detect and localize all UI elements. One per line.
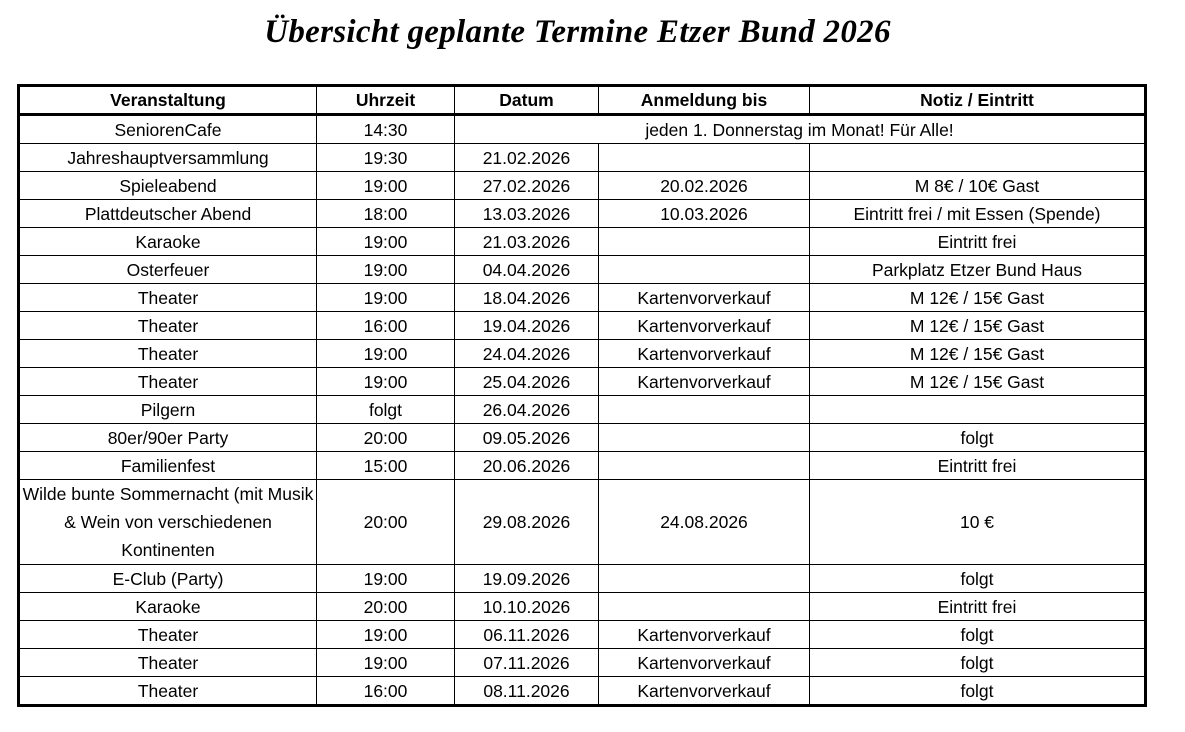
note-cell: Parkplatz Etzer Bund Haus	[810, 256, 1146, 284]
table-row	[19, 424, 1146, 452]
event-cell: Wilde bunte Sommernacht (mit Musik & Wein von verschiedenen Kontinenten	[19, 480, 317, 565]
note-cell: folgt	[810, 677, 1146, 706]
time-cell: 20:00	[317, 424, 455, 452]
time-cell: 20:00	[317, 480, 455, 565]
date-cell: 24.04.2026	[455, 340, 599, 368]
time-cell: 15:00	[317, 452, 455, 480]
event-cell: Theater	[19, 312, 317, 340]
time-cell: 16:00	[317, 677, 455, 706]
date-cell: 19.04.2026	[455, 312, 599, 340]
time-cell: 18:00	[317, 200, 455, 228]
event-cell: Familienfest	[19, 452, 317, 480]
time-cell: 14:30	[317, 115, 455, 144]
registration-cell	[599, 396, 810, 424]
note-cell: folgt	[810, 649, 1146, 677]
time-cell: 19:00	[317, 368, 455, 396]
event-cell: Theater	[19, 284, 317, 312]
schedule-table	[17, 84, 1147, 707]
date-cell: 25.04.2026	[455, 368, 599, 396]
date-cell: 21.03.2026	[455, 228, 599, 256]
event-cell: Spieleabend	[19, 172, 317, 200]
registration-cell: 20.02.2026	[599, 172, 810, 200]
column-header-date: Datum	[455, 86, 599, 115]
table-row	[19, 396, 1146, 424]
note-cell: jeden 1. Donnerstag im Monat! Für Alle!	[455, 115, 1146, 144]
column-header-event: Veranstaltung	[19, 86, 317, 115]
note-cell	[810, 144, 1146, 172]
column-header-registration: Anmeldung bis	[599, 86, 810, 115]
time-cell: folgt	[317, 396, 455, 424]
date-cell: 26.04.2026	[455, 396, 599, 424]
event-cell: Theater	[19, 621, 317, 649]
time-cell: 19:00	[317, 228, 455, 256]
table-row	[19, 621, 1146, 649]
time-cell: 19:30	[317, 144, 455, 172]
note-cell: folgt	[810, 424, 1146, 452]
page-title: Übersicht geplante Termine Etzer Bund 2026	[264, 14, 891, 50]
table-row	[19, 284, 1146, 312]
time-cell: 19:00	[317, 649, 455, 677]
date-cell: 18.04.2026	[455, 284, 599, 312]
note-cell: folgt	[810, 565, 1146, 593]
date-cell: 13.03.2026	[455, 200, 599, 228]
event-cell: Osterfeuer	[19, 256, 317, 284]
table-row	[19, 649, 1146, 677]
registration-cell: 10.03.2026	[599, 200, 810, 228]
date-cell: 21.02.2026	[455, 144, 599, 172]
registration-cell: 24.08.2026	[599, 480, 810, 565]
table-row	[19, 172, 1146, 200]
date-cell: 06.11.2026	[455, 621, 599, 649]
table-row	[19, 452, 1146, 480]
registration-cell	[599, 452, 810, 480]
event-cell: Theater	[19, 368, 317, 396]
registration-cell	[599, 256, 810, 284]
note-cell: M 12€ / 15€ Gast	[810, 368, 1146, 396]
table-row	[19, 565, 1146, 593]
registration-cell: Kartenvorverkauf	[599, 312, 810, 340]
date-cell: 08.11.2026	[455, 677, 599, 706]
date-cell: 04.04.2026	[455, 256, 599, 284]
table-row	[19, 115, 1146, 144]
time-cell: 19:00	[317, 284, 455, 312]
note-cell: Eintritt frei	[810, 228, 1146, 256]
column-header-note: Notiz / Eintritt	[810, 86, 1146, 115]
registration-cell: Kartenvorverkauf	[599, 649, 810, 677]
registration-cell	[599, 593, 810, 621]
registration-cell	[599, 228, 810, 256]
time-cell: 19:00	[317, 256, 455, 284]
event-cell: Theater	[19, 340, 317, 368]
table-row	[19, 144, 1146, 172]
note-cell: 10 €	[810, 480, 1146, 565]
date-cell: 29.08.2026	[455, 480, 599, 565]
table-row	[19, 312, 1146, 340]
time-cell: 19:00	[317, 621, 455, 649]
table-row	[19, 368, 1146, 396]
date-cell: 09.05.2026	[455, 424, 599, 452]
note-cell: Eintritt frei	[810, 452, 1146, 480]
registration-cell	[599, 144, 810, 172]
note-cell: M 12€ / 15€ Gast	[810, 340, 1146, 368]
event-cell: E-Club (Party)	[19, 565, 317, 593]
registration-cell: Kartenvorverkauf	[599, 340, 810, 368]
note-cell: Eintritt frei	[810, 593, 1146, 621]
registration-cell	[599, 424, 810, 452]
table-row	[19, 593, 1146, 621]
date-cell: 07.11.2026	[455, 649, 599, 677]
date-cell: 19.09.2026	[455, 565, 599, 593]
registration-cell: Kartenvorverkauf	[599, 621, 810, 649]
time-cell: 19:00	[317, 565, 455, 593]
note-cell: M 12€ / 15€ Gast	[810, 312, 1146, 340]
date-cell: 20.06.2026	[455, 452, 599, 480]
event-cell: Pilgern	[19, 396, 317, 424]
table-row	[19, 200, 1146, 228]
column-header-time: Uhrzeit	[317, 86, 455, 115]
event-cell: Theater	[19, 649, 317, 677]
note-cell	[810, 396, 1146, 424]
time-cell: 20:00	[317, 593, 455, 621]
note-cell: M 12€ / 15€ Gast	[810, 284, 1146, 312]
table-row	[19, 480, 1146, 565]
registration-cell: Kartenvorverkauf	[599, 677, 810, 706]
note-cell: folgt	[810, 621, 1146, 649]
table-row	[19, 256, 1146, 284]
registration-cell: Kartenvorverkauf	[599, 284, 810, 312]
time-cell: 19:00	[317, 172, 455, 200]
registration-cell: Kartenvorverkauf	[599, 368, 810, 396]
event-cell: Karaoke	[19, 228, 317, 256]
registration-cell	[599, 565, 810, 593]
note-cell: Eintritt frei / mit Essen (Spende)	[810, 200, 1146, 228]
time-cell: 16:00	[317, 312, 455, 340]
event-cell: Theater	[19, 677, 317, 706]
date-cell: 27.02.2026	[455, 172, 599, 200]
event-cell: Karaoke	[19, 593, 317, 621]
note-cell: M 8€ / 10€ Gast	[810, 172, 1146, 200]
table-row	[19, 340, 1146, 368]
time-cell: 19:00	[317, 340, 455, 368]
event-cell: 80er/90er Party	[19, 424, 317, 452]
event-cell: Jahreshauptversammlung	[19, 144, 317, 172]
event-cell: SeniorenCafe	[19, 115, 317, 144]
date-cell: 10.10.2026	[455, 593, 599, 621]
table-header-row	[19, 86, 1146, 115]
table-row	[19, 677, 1146, 706]
table-row	[19, 228, 1146, 256]
event-cell: Plattdeutscher Abend	[19, 200, 317, 228]
